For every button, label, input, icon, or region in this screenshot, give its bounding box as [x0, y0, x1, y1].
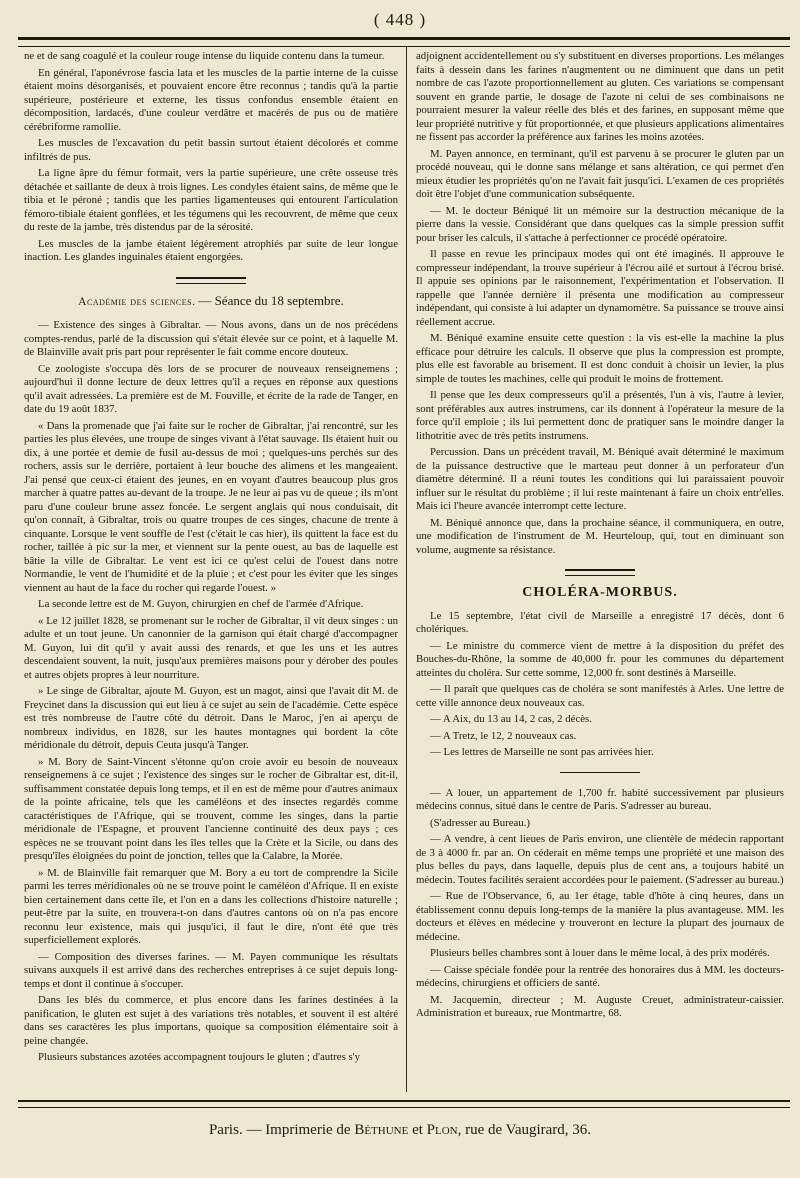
- paragraph: « Le 12 juillet 1828, se promenant sur le rocher de Gibraltar, il vit deux singes : un adulte et un tout jeune. Un canonnier de la garnison qui était chargé d'accompagner M. Guyon, lui dit qu'il y avait aussi des renards, et que les uns et les autres descendaient souvent, la nuit, jusqu'aux premières maisons pour y dérober des poules et autres objets propres à leur nourriture.: [24, 614, 398, 681]
- cholera-report: [416, 610, 784, 760]
- ads-divider: [560, 772, 640, 773]
- paragraph: — M. le docteur Béniqué lit un mémoire sur la destruction mécanique de la pierre dans la vessie. Considérant que dans quelques cas la simple pression suffit pour briser les calculs, il s'attache à perfectionner ce procédé opératoire.: [416, 204, 784, 244]
- footer-prefix: Paris. — Imprimerie de: [208, 1122, 351, 1138]
- paragraph: » Le singe de Gibraltar, ajoute M. Guyon, est un magot, ainsi que l'avait dit M. de Freycinet dans la discussion qui eut lieu à ce sujet au sein de l'académie. Cette espèce est très nombreuse de l'autre côté du détroit. Dans le Maroc, j'en ai aperçu de nombreux individus, en 1828, sur les hautes montagnes qui bordent la côte méridionale du détroit, depuis Ceuta jusqu'à Tanger.: [24, 685, 398, 751]
- left-column: [24, 50, 398, 1096]
- paragraph: M. Béniqué examine ensuite cette question : la vis est-elle la machine la plus efficace pour détruire les calculs. Il observe que plus la compression est prompte, plus elle est favorable au brisement. Il est donc conduit à choisir un levier, la plus simple de toutes les machines, celle qui produit le moins de frottement.: [416, 332, 784, 385]
- paragraph: adjoignent accidentellement ou s'y substituent en diverses proportions. Les mélanges faits à dessein dans les farines n'augmentent ou ne diminuent que dans un petit nombre de cas l'azote proportionnellement au gluten. Ces variations se compensant souvent en grande partie, le dosage de l'azote ni celui de ses combinaisons ne pourraient mesurer la valeur réelle des blés et des farines, en supposant même que leur propriété nutritive y fût proportionnée, et que plusieurs applications alimentaires ne fissent pas accorder la préférence aux farines les moins azotées.: [416, 50, 784, 143]
- paragraph: — Existence des singes à Gibraltar. — Nous avons, dans un de nos précédens comptes-rendus, parlé de la discussion qui s'était élevée sur ce point, et à laquelle M. de Blainville avait pris part pour représenter le fait comme encore douteux.: [24, 319, 398, 358]
- advertisement: — Caisse spéciale fondée pour la rentrée des honoraires dus à MM. les docteurs-médecins, chirurgiens et officiers de santé.: [416, 963, 784, 989]
- paragraph: ne et de sang coagulé et la couleur rouge intense du liquide contenu dans la tumeur.: [24, 50, 385, 62]
- advertisements: [416, 787, 784, 1021]
- paragraph: La seconde lettre est de M. Guyon, chirurgien en chef de l'armée d'Afrique.: [38, 598, 364, 610]
- advertisement: — A vendre, à cent lieues de Paris environ, une clientèle de médecin rapportant de 3 à 4000 fr. par an. On céderait en même temps une propriété et une maison des plus belles du pays, dans laquelle, depuis plus de cent ans, a toujours habité un médecin. Toutes facilités seraient accordées pour le paiement. (S'adresser au bureau.): [416, 833, 784, 886]
- paragraph: M. Béniqué annonce que, dans la prochaine séance, il communiquera, en outre, une modification de l'instrument de M. Heurteloup, qui, tout en diminuant son volume, augmente sa résistance.: [416, 516, 784, 556]
- paragraph: » M. de Blainville fait remarquer que M. Bory a eu tort de comprendre la Sicile parmi les terres méridionales où ne se trouve point le caméléon d'Afrique. Il en existe bien certainement dans cette île, et l'on en a dans les collections d'histoire naturelle ; peut-être par la suite, en trouvera-t-on dans d'autres cantons où on n'a pas encore reconnu leur existence, mais qui jusqu'ici, il faut le dire, n'ont été que très superficiellement explorés.: [24, 866, 398, 946]
- footer-mid: et: [412, 1122, 423, 1138]
- autopsy-text: [24, 50, 398, 265]
- paragraph: » M. Bory de Saint-Vincent s'étonne qu'on croie avoir eu besoin de nouveaux renseignemens à ce sujet ; l'existence des singes sur le rocher de Gibraltar est, dit-il, suffisamment constatée depuis long temps, et il en est de même pour d'autres animaux de la pointe africaine, tels que les caméléons et des insectes regardés comme caractéristiques de l'Afrique, qui se trouvent, comme les singes, dans la partie méridionale de l'Espagne, et prouvent l'ancienne continuité des deux pays ; ces espèces ne se trouvant point dans les îles telles que la Crète et la Sicile, ou dans des presqu'îles éloignées du point de jonction, telles que la Calabre, la Morée.: [24, 755, 398, 862]
- paragraph: Les muscles de la jambe étaient légèrement atrophiés par suite de leur longue inaction. Les glandes inguinales étaient engorgées.: [24, 237, 398, 263]
- paragraph: « Dans la promenade que j'ai faite sur le rocher de Gibraltar, j'ai rencontré, sur les parties les plus élevées, une troupe de singes vivant à l'état sauvage. Ils étaient huit ou dix, à une portée et demie de fusil au-dessus de moi ; quelques-uns perchés sur des rochers, assis sur le derrière, portaient à leur bouche des alimens et les mangeaient. J'ai pensé que ceux-ci étaient des jeunes, en en voyant d'autres beaucoup plus gros marcher à quatre pattes au-devant de la troupe. Je ne leur ai pas vu de queue ; ils m'ont paru d'une couleur brune assez foncée. Le sergent anglais qui nous conduisait, dit qu'on connaît, à Gibraltar, trois ou quatre troupes de ces singes, chacune de trente à cinquante. Lorsque le vent souffle de l'est (c'était le cas hier), ils quittent la face est du rocher, taillée à pic sur la mer, et viennent sur la pente ouest, au bas de laquelle est bâtie la ville de Gibraltar. Le vent est ici ce qu'est celui de l'ouest dans notre Normandie, le vent de l'humidité et de la pluie ; et c'est pour les éviter que les singes viennent au haut de la face du rocher qui regarde l'ouest. »: [24, 419, 398, 594]
- right-column: [416, 50, 784, 1096]
- advertisement: Plusieurs belles chambres sont à louer dans le même local, à des prix modérés.: [430, 947, 770, 959]
- academy-report: [24, 319, 398, 1065]
- advertisement: — A louer, un appartement de 1,700 fr. habité successivement par plusieurs médecins connus, situé dans le centre de Paris. S'adresser au bureau.: [416, 786, 784, 812]
- academy-report-continued: [416, 50, 784, 557]
- section-divider: [176, 277, 246, 284]
- advertisement: M. Jacquemin, directeur ; M. Auguste Creuet, administrateur-caissier. Administration et bureaux, rue Montmartre, 68.: [416, 993, 784, 1019]
- imprint-footer: [0, 1122, 800, 1139]
- paragraph: En général, l'aponévrose fascia lata et les muscles de la partie interne de la cuisse étaient moins désorganisés, et pouvaient encore être reconnus ; tandis qu'à la partie supérieure, postérieure et externe, les tissus confondus ensemble étaient en décomposition, lardacés, d'une couleur verdâtre et macérés de pus ou de matière cérébriforme ramollie.: [24, 66, 398, 133]
- paragraph: Dans les blés du commerce, et plus encore dans les farines destinées à la panification, le gluten est sujet à des variations très notables, et souvent il est altéré dans ses caractères les plus importans, quoique sa composition élémentaire soit à peine changée.: [24, 994, 398, 1047]
- news-item: — Il paraît que quelques cas de choléra se sont manifestés à Arles. Une lettre de cette ville annonce deux nouveaux cas.: [416, 683, 784, 709]
- paragraph: Il pense que les deux compresseurs qu'il a présentés, l'un à vis, l'autre à levier, sont préférables aux autres instrumens, car ils donnent à l'opérateur la mesure de la force qu'il emploie ; ils lui permettent donc de pratiquer sans le moindre danger la lithotritie avec de très petits instrumens.: [416, 389, 784, 442]
- paragraph: Percussion. Dans un précédent travail, M. Béniqué avait déterminé le maximum de la puissance destructive que le marteau peut donner à un perforateur d'un diamètre déterminé. Il a réuni toutes les conditions qui lui paraissaient pouvoir influer sur le résultat du problème ; il lui reste maintenant à faire un choix entr'elles. Mais ici l'heure avancée interrompt cette lecture.: [416, 446, 784, 512]
- paragraph: Les muscles de l'excavation du petit bassin surtout étaient décolorés et comme infiltrés de pus.: [24, 137, 398, 163]
- news-item: — Le ministre du commerce vient de mettre à la disposition du préfet des Bouches-du-Rhône, la somme de 40,000 fr. pour les communes du département atteintes du choléra. Sur cette somme, 12,000 fr. sont destinés à Marseille.: [416, 639, 784, 679]
- header-rule: [18, 37, 790, 47]
- footer-printer: Béthune: [354, 1122, 409, 1138]
- footer-printer2: Plon: [426, 1122, 458, 1138]
- news-item: Le 15 septembre, l'état civil de Marseille a enregistré 17 décès, dont 6 cholériques.: [416, 609, 784, 635]
- footer-rule: [18, 1100, 790, 1108]
- section-heading-cholera: CHOLÉRA-MORBUS.: [522, 585, 678, 600]
- section-heading-academie: [24, 294, 398, 310]
- footer-suffix: , rue de Vaugirard, 36.: [457, 1122, 592, 1138]
- column-divider: [406, 46, 407, 1092]
- paragraph: Plusieurs substances azotées accompagnent toujours le gluten ; d'autres s'y: [38, 1051, 361, 1063]
- paragraph: Ce zoologiste s'occupa dès lors de se procurer de nouveaux renseignemens ; aujourd'hui il donne lecture de deux lettres qu'il a reçues en réponse aux questions qu'il avait adressées. La première est de M. Fouville, et écrite de la rade de Tanger, en date du 19 août 1837.: [24, 362, 398, 415]
- news-item: — Les lettres de Marseille ne sont pas arrivées hier.: [430, 746, 654, 758]
- news-item: — A Aix, du 13 au 14, 2 cas, 2 décès.: [430, 713, 592, 725]
- paragraph: Il passe en revue les principaux modes qui ont été imaginés. Il approuve le compresseur indépendant, la trouve supérieur à l'écrou ailé et surtout à l'écrou brisé. Il appuie ses opinions par le raisonnement, l'expérimentation et l'observation. Il rappelle que l'année dernière il présenta une modification au compresseur indépendant, qui consiste à lui adapter un dynamomètre. Sa puissance se trouve ainsi réellement accrue.: [416, 248, 784, 328]
- paragraph: M. Payen annonce, en terminant, qu'il est parvenu à se procurer le gluten par un procédé nouveau, qui le donne sans mélange et sans altération, ce qui permet d'en mieux étudier les propriétés qu'on ne l'avait fait jusqu'ici. L'examen de ces propriétés doit être l'objet d'une communication subséquente.: [416, 147, 784, 200]
- page-number: ( 448 ): [373, 10, 427, 29]
- section-heading-rest: — Séance du 18 septembre.: [198, 292, 344, 308]
- advertisement: (S'adresser au Bureau.): [430, 816, 530, 829]
- section-heading-prefix: Académie des sciences.: [78, 295, 196, 308]
- paragraph: La ligne âpre du fémur formait, vers la partie supérieure, une crête osseuse très détachée et saillante de deux à trois lignes. Les condyles étaient sains, de même que le tibia et le péroné ; tandis que les parties ligamenteuses qui entourent l'articulation fémoro-tibiale étaient gonflées, et les tégumens qui les recouvrent, de même que ceux du reste de la jambe, très distendus par de la sérosité.: [24, 167, 398, 233]
- advertisement: — Rue de l'Observance, 6, au 1er étage, table d'hôte à cinq heures, dans un établissement connu depuis long-temps de la manière la plus avantageuse. MM. les docteurs et élèves en médecine y trouveront en lecture la plupart des journaux de médecine.: [416, 890, 784, 943]
- section-divider: [565, 569, 635, 576]
- paragraph: — Composition des diverses farines. — M. Payen communique les résultats suivans auxquels il est arrivé dans des recherches entreprises à ce sujet depuis long-temps et dont il continue à s'occuper.: [24, 950, 398, 990]
- news-item: — A Tretz, le 12, 2 nouveaux cas.: [430, 729, 577, 742]
